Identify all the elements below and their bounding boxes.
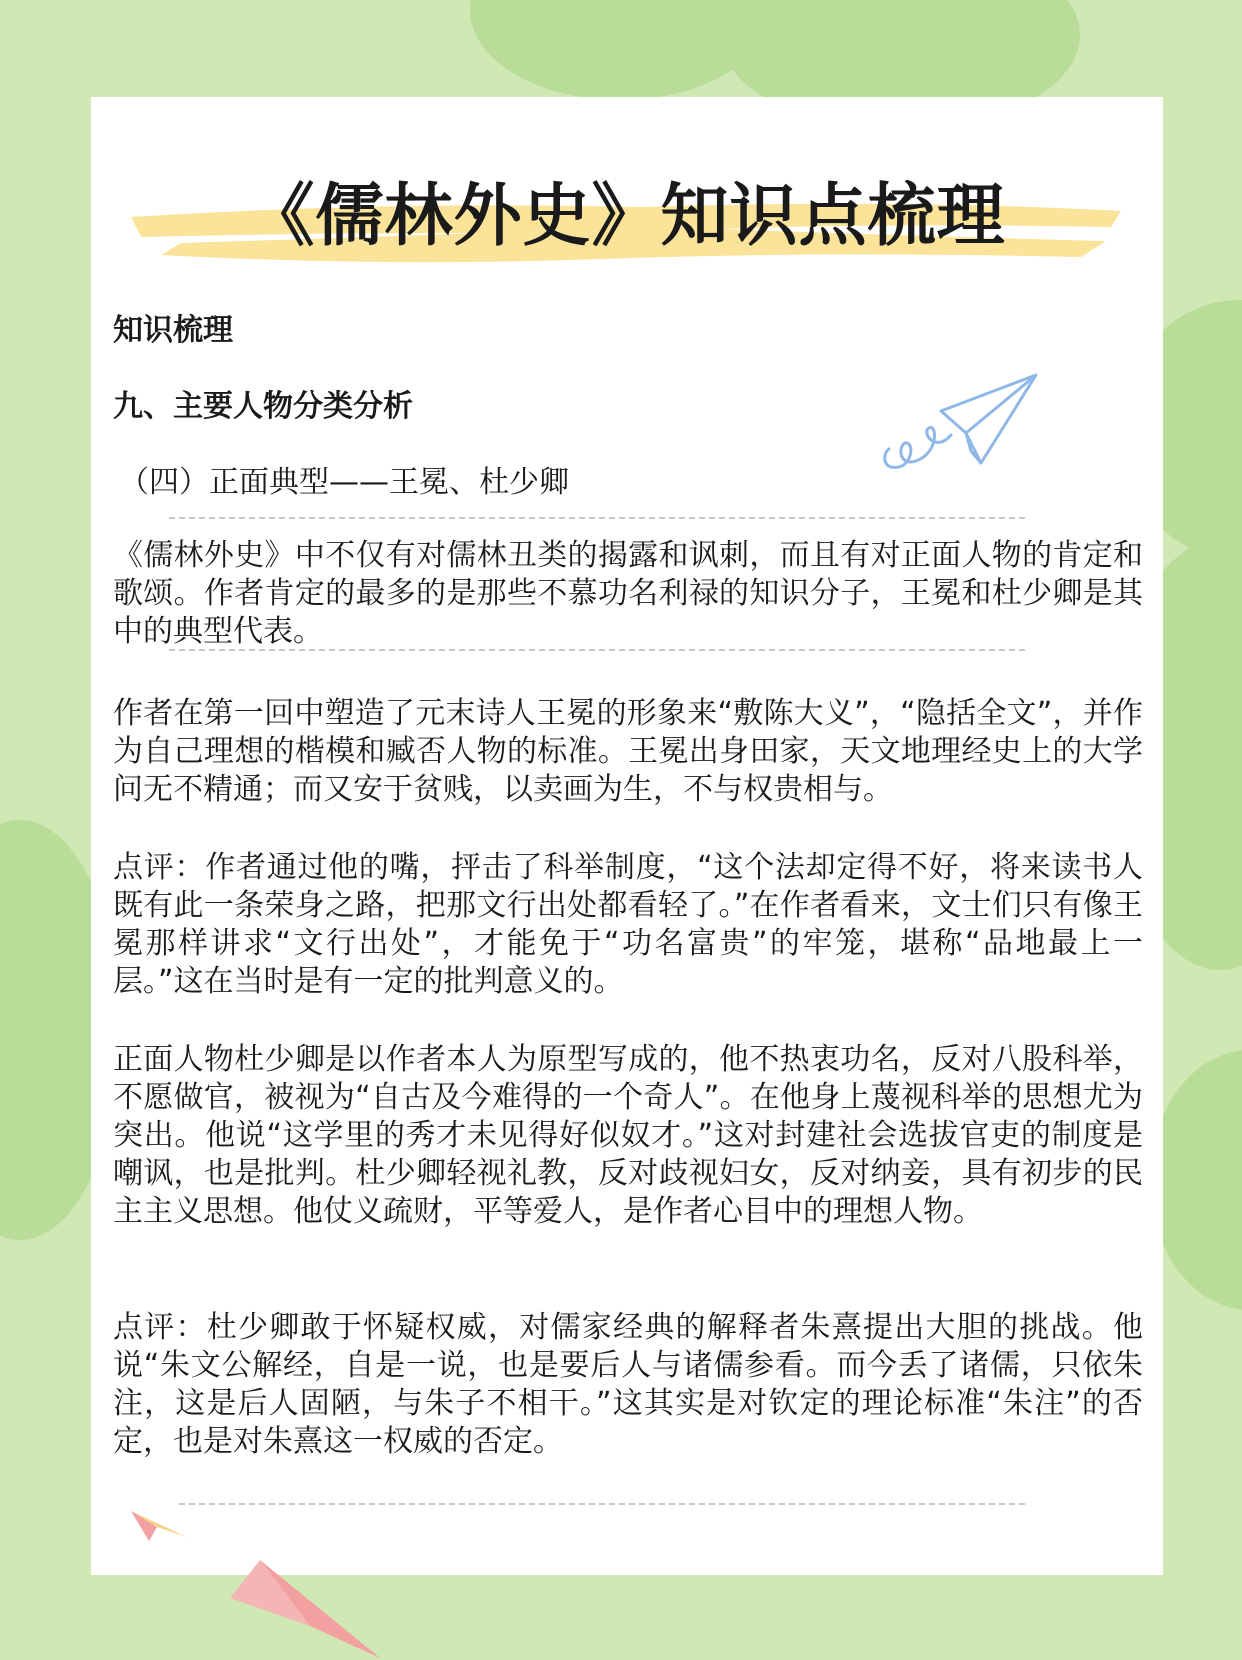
subheading: （四）正面典型——王冕、杜少卿 [119,465,569,500]
title-area [121,157,1131,277]
divider [179,1503,1025,1505]
chapter-heading: 九、主要人物分类分析 [113,389,413,424]
content-card [91,97,1163,1575]
divider [169,649,1025,651]
paragraph: 正面人物杜少卿是以作者本人为原型写成的，他不热衷功名，反对八股科举，不愿做官，被视为“自古及今难得的一个奇人”。在他身上蔑视科举的思想尤为突出。他说“这学里的秀才未见得好似奴才。”这对封建社会选拔官吏的制度是嘲讽，也是批判。杜少卿轻视礼教，反对歧视妇女，反对纳妾，具有初步的民主主义思想。他仗义疏财，平等爱人，是作者心目中的理想人物。 [113,1042,1143,1229]
paragraph: 《儒林外史》中不仅有对儒林丑类的揭露和讽刺，而且有对正面人物的肯定和歌颂。作者肯定的最多的是那些不慕功名利禄的知识分子，王冕和杜少卿是其中的典型代表。 [113,538,1143,649]
paper-plane-icon [220,1550,390,1660]
section-label: 知识梳理 [113,313,233,348]
page-title: 《儒林外史》知识点梳理 [246,177,1006,256]
paragraph: 点评：作者通过他的嘴，抨击了科举制度，“这个法却定得不好，将来读书人既有此一条荣身之路，把那文行出处都看轻了。”在作者看来，文士们只有像王冕那样讲求“文行出处”，才能免于“功名富贵”的牢笼，堪称“品地最上一层。”这在当时是有一定的批判意义的。 [113,850,1143,999]
paragraph: 作者在第一回中塑造了元末诗人王冕的形象来“敷陈大义”，“隐括全文”，并作为自己理想的楷模和臧否人物的标准。王冕出身田家，天文地理经史上的大学问无不精通；而又安于贫贱，以卖画为生，不与权贵相与。 [113,696,1143,807]
divider [169,517,1025,519]
paper-plane-icon [881,373,1041,483]
background-blob [1150,1050,1242,1310]
paragraph: 点评：杜少卿敢于怀疑权威，对儒家经典的解释者朱熹提出大胆的挑战。他说“朱文公解经，自是一说，也是要后人与诸儒参看。而今丢了诸儒，只依朱注，这是后人固陋，与朱子不相干。”这其实是对钦定的理论标准“朱注”的否定，也是对朱熹这一权威的否定。 [113,1310,1143,1459]
